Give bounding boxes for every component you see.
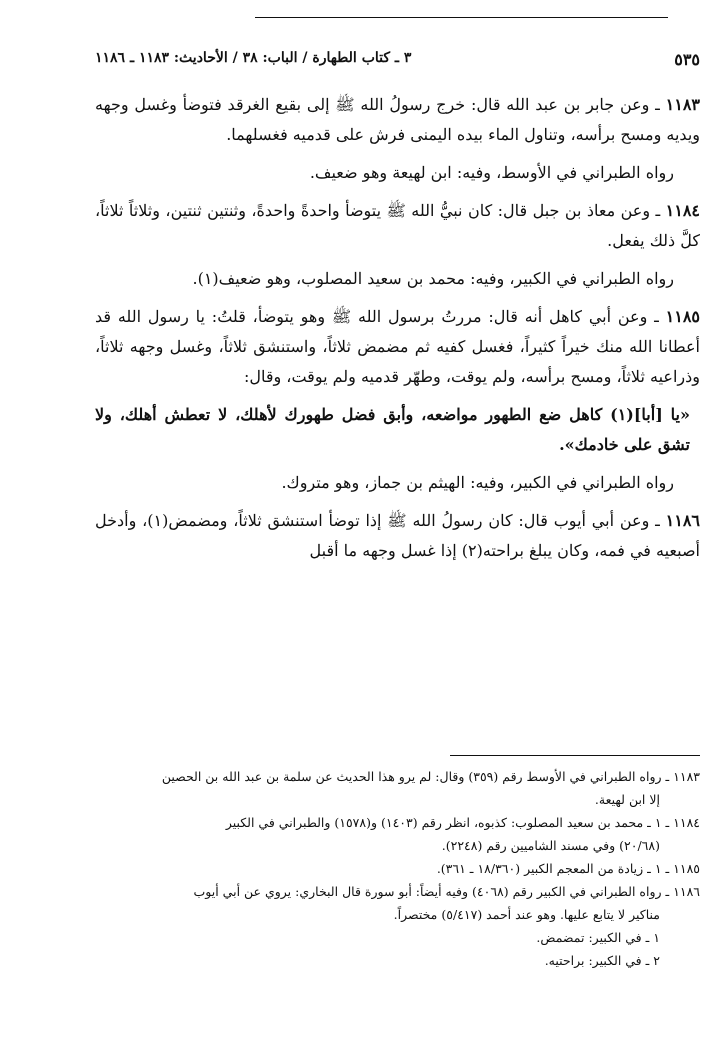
hadith-1184: [95, 196, 700, 256]
footnote-continuation: مناكير لا يتابع عليها. وهو عند أحمد (٥/٤١٧) مختصراً.: [393, 907, 660, 922]
footnote-subnote: ١ ـ في الكبير: تمضمض.: [536, 930, 660, 945]
footnote-continuation: (٢٠/٦٨) وفي مسند الشاميين رقم (٢٢٤٨).: [441, 838, 660, 853]
footnote: ١١٨٦ ـ رواه الطبراني في الكبير رقم (٤٠٦٨) وفيه أيضاً: أبو سورة قال البخاري: يروي عن أبي أيوب: [193, 884, 700, 899]
hadith-1185: [95, 302, 700, 392]
hadith-source: رواه الطبراني في الكبير، وفيه: الهيثم بن جماز، وهو متروك.: [281, 473, 674, 492]
hadith-1183: [95, 90, 700, 150]
footnote: ١١٨٥ ـ ١ ـ زيادة من المعجم الكبير (١٨/٣٦٠ ـ ٣٦١).: [436, 861, 700, 876]
page-number: ٥٣٥: [674, 50, 700, 69]
hadith-text: ـ وعن معاذ بن جبل قال: كان نبيُّ الله ﷺ يتوضأ واحدةً واحدةً، وثنتين ثنتين، وثلاثاً ثلاثاً، كلَّ ذلك يفعل.: [95, 201, 700, 250]
hadith-text: ـ وعن أبي كاهل أنه قال: مررتُ برسول الله ﷺ وهو يتوضأ، قلتُ: يا رسول الله قد أعطانا الله منك خيراً كثيراً، فغسل كفيه ثم مضمض ثلاثاً، واستنشق ثلاثاً، وغسل وجهه ثلاثاً، وذراعيه ثلاثاً، ومسح برأسه، ولم يوقت، وطهّر قدميه ولم يوقت، وقال:: [95, 307, 700, 386]
hadith-text: ـ وعن جابر بن عبد الله قال: خرج رسولُ الله ﷺ إلى بقيع الغرقد فتوضأ وغسل وجهه ويديه ومسح برأسه، وتناول الماء بيده اليمنى فرش على قدميه فغسلهما.: [95, 95, 700, 144]
hadith-text: ـ وعن أبي أيوب قال: كان رسولُ الله ﷺ إذا توضأ استنشق ثلاثاً، ومضمض(١)، وأدخل أصبعيه في فمه، وكان يبلغ براحته(٢) إذا غسل وجهه ما أقبل: [95, 511, 700, 560]
footnote: ١١٨٤ ـ ١ ـ محمد بن سعيد المصلوب: كذبوه، انظر رقم (١٤٠٣) و(١٥٧٨) والطبراني في الكبير: [225, 815, 700, 830]
footnote-subnote: ٢ ـ في الكبير: براحتيه.: [544, 953, 660, 968]
hadith-number: ١١٨٥: [665, 307, 701, 326]
footnote-continuation: إلا ابن لهيعة.: [594, 792, 660, 807]
hadith-number: ١١٨٦: [665, 511, 700, 530]
footnotes: [95, 765, 700, 972]
main-text: [95, 90, 700, 574]
footnote-rule: [450, 755, 700, 756]
hadith-number: ١١٨٤: [665, 201, 700, 220]
page-header: [95, 50, 700, 76]
running-title: ٣ ـ كتاب الطهارة / الباب: ٣٨ / الأحاديث: ١١٨٣ ـ ١١٨٦: [95, 50, 412, 66]
hadith-1186: [95, 506, 700, 566]
footnote: ١١٨٣ ـ رواه الطبراني في الأوسط رقم (٣٥٩) وقال: لم يرو هذا الحديث عن سلمة بن عبد الله بن الحصين: [161, 769, 700, 784]
hadith-source: رواه الطبراني في الكبير، وفيه: محمد بن سعيد المصلوب، وهو ضعيف(١).: [192, 269, 674, 288]
prophetic-quote: «يا [أبا](١) كاهل ضع الطهور مواضعه، وأبق فضل طهورك لأهلك، لا تعطش أهلك، ولا تشق على خادمك».: [95, 405, 691, 454]
hadith-source: رواه الطبراني في الأوسط، وفيه: ابن لهيعة وهو ضعيف.: [309, 163, 674, 182]
header-rule: [255, 17, 668, 18]
hadith-number: ١١٨٣: [665, 95, 700, 114]
